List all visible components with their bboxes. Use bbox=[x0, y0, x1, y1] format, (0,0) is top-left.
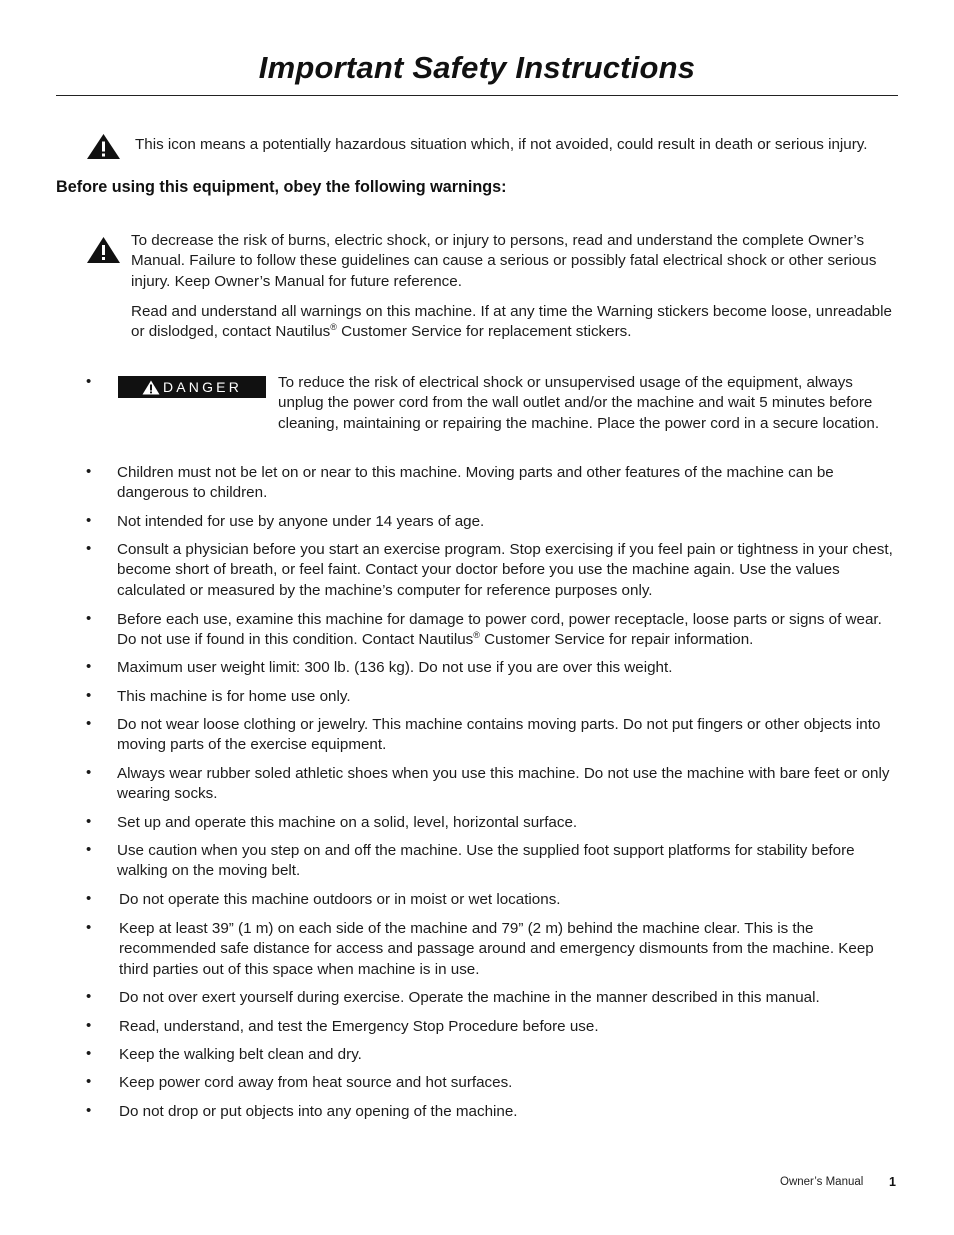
list-item: This machine is for home use only. bbox=[117, 688, 351, 705]
list-item: Consult a physician before you start an exercise program. Stop exercising if you feel pain or tightness in your chest, become short of breath, or feel faint. Contact your doctor before you use the machine again. Use the values calculated or measured by the machine’s computer for reference purposes only. bbox=[117, 541, 893, 599]
list-item: Do not drop or put objects into any opening of the machine. bbox=[119, 1103, 518, 1120]
list-item: Use caution when you step on and off the machine. Use the supplied foot support platforms for stability before walking on the moving belt. bbox=[117, 842, 855, 880]
warning-triangle-icon bbox=[142, 380, 160, 395]
list-item: Children must not be let on or near to this machine. Moving parts and other features of the machine can be dangerous to children. bbox=[117, 464, 834, 502]
bullet: • bbox=[86, 373, 92, 390]
footer-label: Owner’s Manual bbox=[780, 1176, 864, 1188]
title-divider bbox=[56, 95, 898, 96]
warning-triangle-icon bbox=[86, 236, 121, 264]
list-item: Do not operate this machine outdoors or in moist or wet locations. bbox=[119, 891, 561, 908]
list-item: Keep at least 39” (1 m) on each side of the machine and 79” (2 m) behind the machine clear. This is the recommended safe distance for access and passage around and emergency dismounts from the machine. Keep third parties out of this space when machine is in use. bbox=[119, 920, 874, 978]
warning-paragraph-2: Read and understand all warnings on this machine. If at any time the Warning stickers become loose, unreadable or dislodged, contact Nautilus® Customer Service for replacement stickers. bbox=[131, 303, 892, 341]
bullet: • bbox=[86, 687, 92, 704]
bullet: • bbox=[86, 715, 92, 732]
warning-triangle-icon bbox=[86, 133, 121, 160]
list-item: Keep the walking belt clean and dry. bbox=[119, 1046, 362, 1063]
bullet: • bbox=[86, 463, 92, 480]
bullet: • bbox=[86, 658, 92, 675]
danger-text: To reduce the risk of electrical shock or unsupervised usage of the equipment, always unplug the power cord from the wall outlet and/or the machine and wait 5 minutes before cleaning, maintaining or repairing the machine. Place the power cord in a secure location. bbox=[278, 374, 880, 432]
bullet: • bbox=[86, 1045, 92, 1062]
bullet: • bbox=[86, 764, 92, 781]
bullet: • bbox=[86, 1102, 92, 1119]
bullet: • bbox=[86, 813, 92, 830]
page-title: Important Safety Instructions bbox=[258, 50, 696, 85]
icon-legend-text: This icon means a potentially hazardous situation which, if not avoided, could result in death or serious injury. bbox=[135, 136, 868, 153]
bullet: • bbox=[86, 512, 92, 529]
bullet: • bbox=[86, 890, 92, 907]
bullet: • bbox=[86, 919, 92, 936]
bullet: • bbox=[86, 841, 92, 858]
list-item: Do not wear loose clothing or jewelry. This machine contains moving parts. Do not put fingers or other objects into moving parts of the exercise equipment. bbox=[117, 716, 881, 754]
list-item: Not intended for use by anyone under 14 years of age. bbox=[117, 513, 485, 530]
danger-label: DANGER bbox=[162, 379, 243, 395]
warnings-subheading: Before using this equipment, obey the following warnings: bbox=[56, 178, 507, 196]
bullet: • bbox=[86, 540, 92, 557]
warning-paragraph-1: To decrease the risk of burns, electric shock, or injury to persons, read and understand the complete Owner’s Manual. Failure to follow these guidelines can cause a serious or possibly fatal electrical shock or other serious injury. Keep Owner’s Manual for future reference. bbox=[131, 232, 877, 290]
bullet: • bbox=[86, 988, 92, 1005]
bullet: • bbox=[86, 610, 92, 627]
list-item: Read, understand, and test the Emergency Stop Procedure before use. bbox=[119, 1018, 599, 1035]
bullet: • bbox=[86, 1017, 92, 1034]
list-item: Always wear rubber soled athletic shoes when you use this machine. Do not use the machine with bare feet or only wearing socks. bbox=[117, 765, 890, 803]
list-item: Do not over exert yourself during exercise. Operate the machine in the manner described in this manual. bbox=[119, 989, 820, 1006]
page-number: 1 bbox=[889, 1175, 896, 1189]
bullet: • bbox=[86, 1073, 92, 1090]
list-item: Maximum user weight limit: 300 lb. (136 kg). Do not use if you are over this weight. bbox=[117, 659, 673, 676]
list-item: Set up and operate this machine on a solid, level, horizontal surface. bbox=[117, 814, 578, 831]
danger-badge bbox=[118, 376, 266, 398]
list-item: Keep power cord away from heat source and hot surfaces. bbox=[119, 1074, 513, 1091]
list-item: Before each use, examine this machine for damage to power cord, power receptacle, loose parts or signs of wear. Do not use if found in this condition. Contact Nautilus® Customer Service for repair information. bbox=[117, 611, 882, 649]
